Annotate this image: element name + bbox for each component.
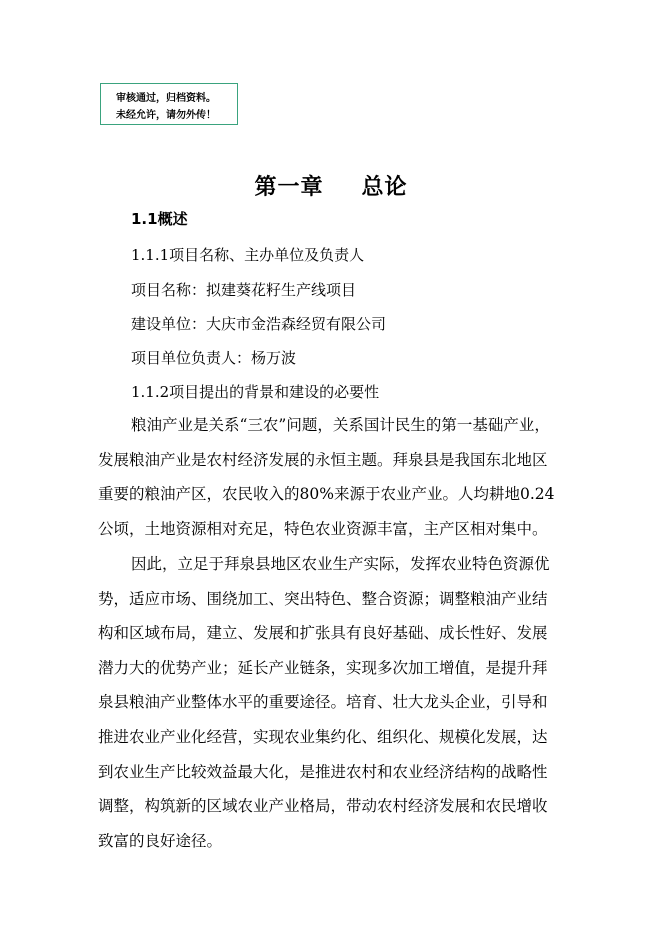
section-heading-1-1-2: 1.1.2项目提出的背景和建设的必要性	[131, 383, 380, 401]
paragraph-strategy	[98, 547, 560, 858]
paragraph-line: 粮油产业是关系“三农”问题，关系国计民生的第一基础产业，	[131, 416, 550, 434]
paragraph-line: 公顷，土地资源相对充足，特色农业资源丰富，主产区相对集中。	[98, 519, 548, 538]
leader-line: 项目单位负责人：杨万波	[131, 349, 297, 367]
paragraph-line: 构和区域布局，建立、发展和扩张具有良好基础、成长性好、发展	[98, 624, 548, 643]
chapter-number: 第一章	[254, 175, 324, 200]
approval-stamp	[100, 83, 238, 125]
stamp-line-2: 未经允许，请勿外传！	[116, 110, 216, 121]
paragraph-line: 推进农业产业化经营，实现农业集约化、组织化、规模化发展，达	[98, 727, 548, 746]
paragraph-line: 潜力大的优势产业；延长产业链条，实现多次加工增值，是提升拜	[98, 658, 548, 677]
stamp-line-1: 审核通过，归档资料。	[116, 93, 216, 104]
project-name-line: 项目名称：拟建葵花籽生产线项目	[131, 281, 357, 299]
chapter-name: 总论	[361, 175, 408, 200]
section-heading-1-1-1: 1.1.1项目名称、主办单位及负责人	[131, 246, 365, 264]
chapter-title	[0, 170, 662, 201]
paragraph-background	[98, 408, 560, 546]
paragraph-line: 到农业生产比较效益最大化，是推进农村和农业经济结构的战略性	[98, 762, 548, 781]
paragraph-line: 调整，构筑新的区域农业产业格局，带动农村经济发展和农民增收	[98, 797, 548, 816]
paragraph-line: 致富的良好途径。	[98, 831, 223, 850]
builder-line: 建设单位：大庆市金浩森经贸有限公司	[131, 315, 387, 333]
section-heading-1-1: 1.1概述	[131, 210, 188, 228]
paragraph-line: 重要的粮油产区，农民收入的80%来源于农业产业。人均耕地0.24	[98, 485, 555, 504]
paragraph-line: 势，适应市场、围绕加工、突出特色、整合资源；调整粮油产业结	[98, 589, 548, 608]
paragraph-line: 泉县粮油产业整体水平的重要途径。培育、壮大龙头企业，引导和	[98, 693, 548, 712]
paragraph-line: 因此，立足于拜泉县地区农业生产实际，发挥农业特色资源优	[131, 555, 550, 573]
paragraph-line: 发展粮油产业是农村经济发展的永恒主题。拜泉县是我国东北地区	[98, 450, 548, 469]
